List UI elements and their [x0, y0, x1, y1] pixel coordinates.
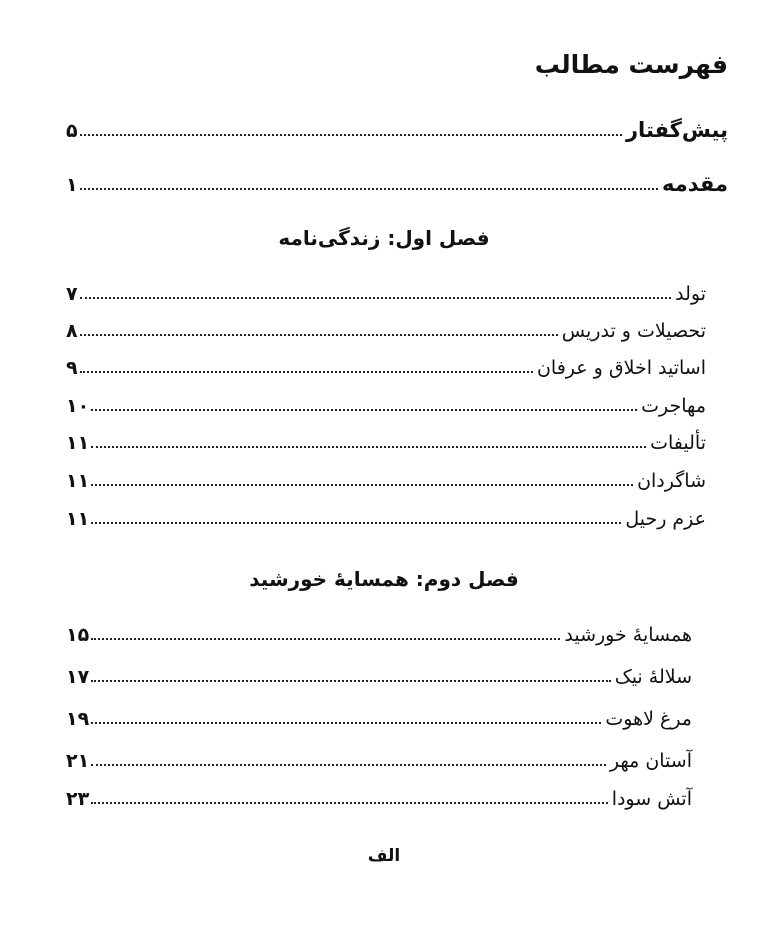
entry-label: سلالۀ نیک: [614, 666, 692, 689]
toc-entry[interactable]: [66, 738, 692, 772]
entry-page-number: ۹: [66, 357, 78, 380]
entry-page-number: ۱۱: [66, 432, 90, 455]
toc-entry[interactable]: [66, 696, 692, 730]
entry-page-number: ۱۰: [66, 395, 90, 418]
toc-entry-preface[interactable]: [66, 108, 728, 142]
entry-label: شاگردان: [637, 470, 706, 493]
entry-page-number: ۱۹: [66, 708, 90, 731]
toc-entry[interactable]: [66, 383, 706, 417]
toc-entry[interactable]: [66, 654, 692, 688]
entry-page-number: ۱۱: [66, 470, 90, 493]
entry-label: تولد: [675, 283, 706, 306]
dot-leader: [91, 409, 637, 411]
toc-entry[interactable]: [66, 308, 706, 342]
toc-entry-introduction[interactable]: [66, 162, 728, 196]
dot-leader: [91, 484, 633, 486]
dot-leader: [80, 188, 658, 190]
toc-title: فهرست مطالب: [534, 50, 728, 79]
entry-label: مهاجرت: [641, 395, 706, 418]
entry-page-number: ۱۵: [66, 624, 90, 647]
entry-label: مقدمه: [662, 171, 728, 196]
toc-entry[interactable]: [66, 271, 706, 305]
dot-leader: [91, 764, 606, 766]
dot-leader: [80, 334, 558, 336]
entry-label: آتش سودا: [611, 788, 692, 811]
footer-page-number: الف: [367, 846, 401, 866]
entry-label: آستان مهر: [609, 750, 692, 773]
chapter-1-heading: فصل اول: زندگی‌نامه: [278, 226, 490, 250]
dot-leader: [91, 446, 646, 448]
entry-page-number: ۲۳: [66, 788, 90, 811]
dot-leader: [80, 371, 533, 373]
toc-entry[interactable]: [66, 420, 706, 454]
entry-label: عزم رحیل: [625, 508, 706, 531]
entry-label: مرغ لاهوت: [605, 708, 692, 731]
dot-leader: [91, 638, 560, 640]
toc-entry[interactable]: [66, 612, 692, 646]
entry-page-number: ۱: [66, 174, 78, 197]
entry-page-number: ۵: [66, 120, 78, 143]
toc-entry[interactable]: [66, 496, 706, 530]
entry-label: تألیفات: [650, 432, 706, 455]
dot-leader: [80, 134, 622, 136]
entry-label: اساتید اخلاق و عرفان: [536, 357, 706, 380]
entry-page-number: ۱۷: [66, 666, 90, 689]
dot-leader: [91, 722, 601, 724]
toc-entry[interactable]: [66, 345, 706, 379]
chapter-2-heading: فصل دوم: همسایۀ خورشید: [249, 567, 519, 591]
toc-entry[interactable]: [66, 458, 706, 492]
entry-page-number: ۷: [66, 283, 78, 306]
entry-label: پیش‌گفتار: [625, 117, 728, 142]
entry-label: همسایۀ خورشید: [564, 624, 692, 647]
dot-leader: [80, 297, 672, 299]
entry-label: تحصیلات و تدریس: [561, 320, 706, 343]
entry-page-number: ۱۱: [66, 508, 90, 531]
toc-entry[interactable]: [66, 776, 692, 810]
entry-page-number: ۸: [66, 320, 78, 343]
dot-leader: [91, 802, 607, 804]
entry-page-number: ۲۱: [66, 750, 90, 773]
dot-leader: [91, 522, 621, 524]
dot-leader: [91, 680, 610, 682]
